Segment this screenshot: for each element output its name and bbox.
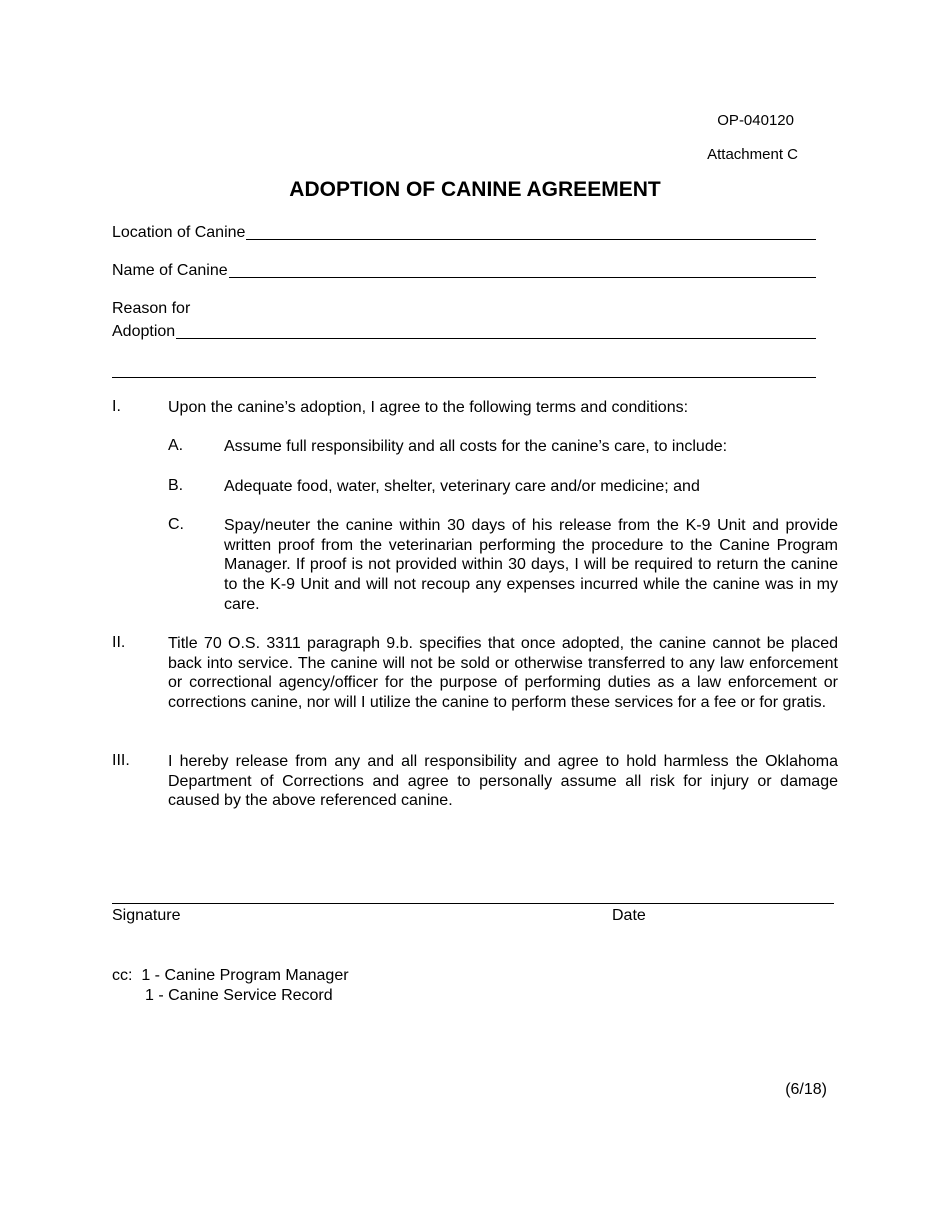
item-a-text: Assume full responsibility and all costs for the canine’s care, to include: [224, 438, 728, 455]
name-of-canine-label: Name of Canine [112, 262, 228, 279]
cc-line-2: 1 - Canine Service Record [145, 986, 333, 1004]
section-number: III. [112, 752, 130, 769]
location-of-canine-label: Location of Canine [112, 224, 246, 241]
reason-for-adoption-field[interactable] [112, 322, 816, 342]
signature-line[interactable] [112, 903, 834, 904]
cc-block [112, 966, 349, 1005]
reason-label-line1: Reason for [112, 300, 191, 317]
section-iii-text: I hereby release from any and all responsibility and agree to hold harmless the Oklahoma Department of Corrections and agree to personally assume all risk for injury or damage caused by the above referenced canine. [168, 753, 838, 810]
document-code: OP-040120 [717, 112, 794, 129]
reason-continuation-line[interactable] [112, 377, 816, 378]
item-b-text: Adequate food, water, shelter, veterinary care and/or medicine; and [224, 478, 700, 495]
reason-for-adoption-label: Adoption [112, 323, 176, 340]
location-of-canine-field[interactable] [112, 223, 816, 243]
reason-for-adoption-line[interactable] [176, 338, 816, 339]
section-ii-text: Title 70 O.S. 3311 paragraph 9.b. specifies that once adopted, the canine cannot be placed back into service. The canine will not be sold or otherwise transferred to any law enforcement or correctional agency/officer for the purpose of performing duties as a law enforcement or corrections canine, nor will I utilize the canine to perform these services for a fee or for gratis. [168, 635, 838, 712]
item-c-text: Spay/neuter the canine within 30 days of his release from the K-9 Unit and provide written proof from the veterinarian performing the procedure to the Canine Program Manager. If proof is not provided within 30 days, I will be required to return the canine to the K-9 Unit and will not recoup any expenses incurred while the canine was in my care. [224, 517, 838, 613]
item-letter: A. [168, 437, 184, 454]
page-title: ADOPTION OF CANINE AGREEMENT [289, 178, 661, 201]
date-label: Date [612, 907, 646, 924]
location-of-canine-line[interactable] [246, 239, 816, 240]
item-letter: B. [168, 477, 184, 494]
name-of-canine-field[interactable] [112, 261, 816, 281]
attachment-label: Attachment C [707, 146, 798, 163]
item-letter: C. [168, 516, 184, 533]
section-number: II. [112, 634, 126, 651]
section-i-text: Upon the canine’s adoption, I agree to the following terms and conditions: [168, 399, 689, 416]
cc-line-1: cc: 1 - Canine Program Manager [112, 967, 349, 984]
section-number: I. [112, 398, 121, 415]
signature-label: Signature [112, 907, 181, 924]
revision-date: (6/18) [785, 1081, 827, 1098]
name-of-canine-line[interactable] [229, 277, 816, 278]
